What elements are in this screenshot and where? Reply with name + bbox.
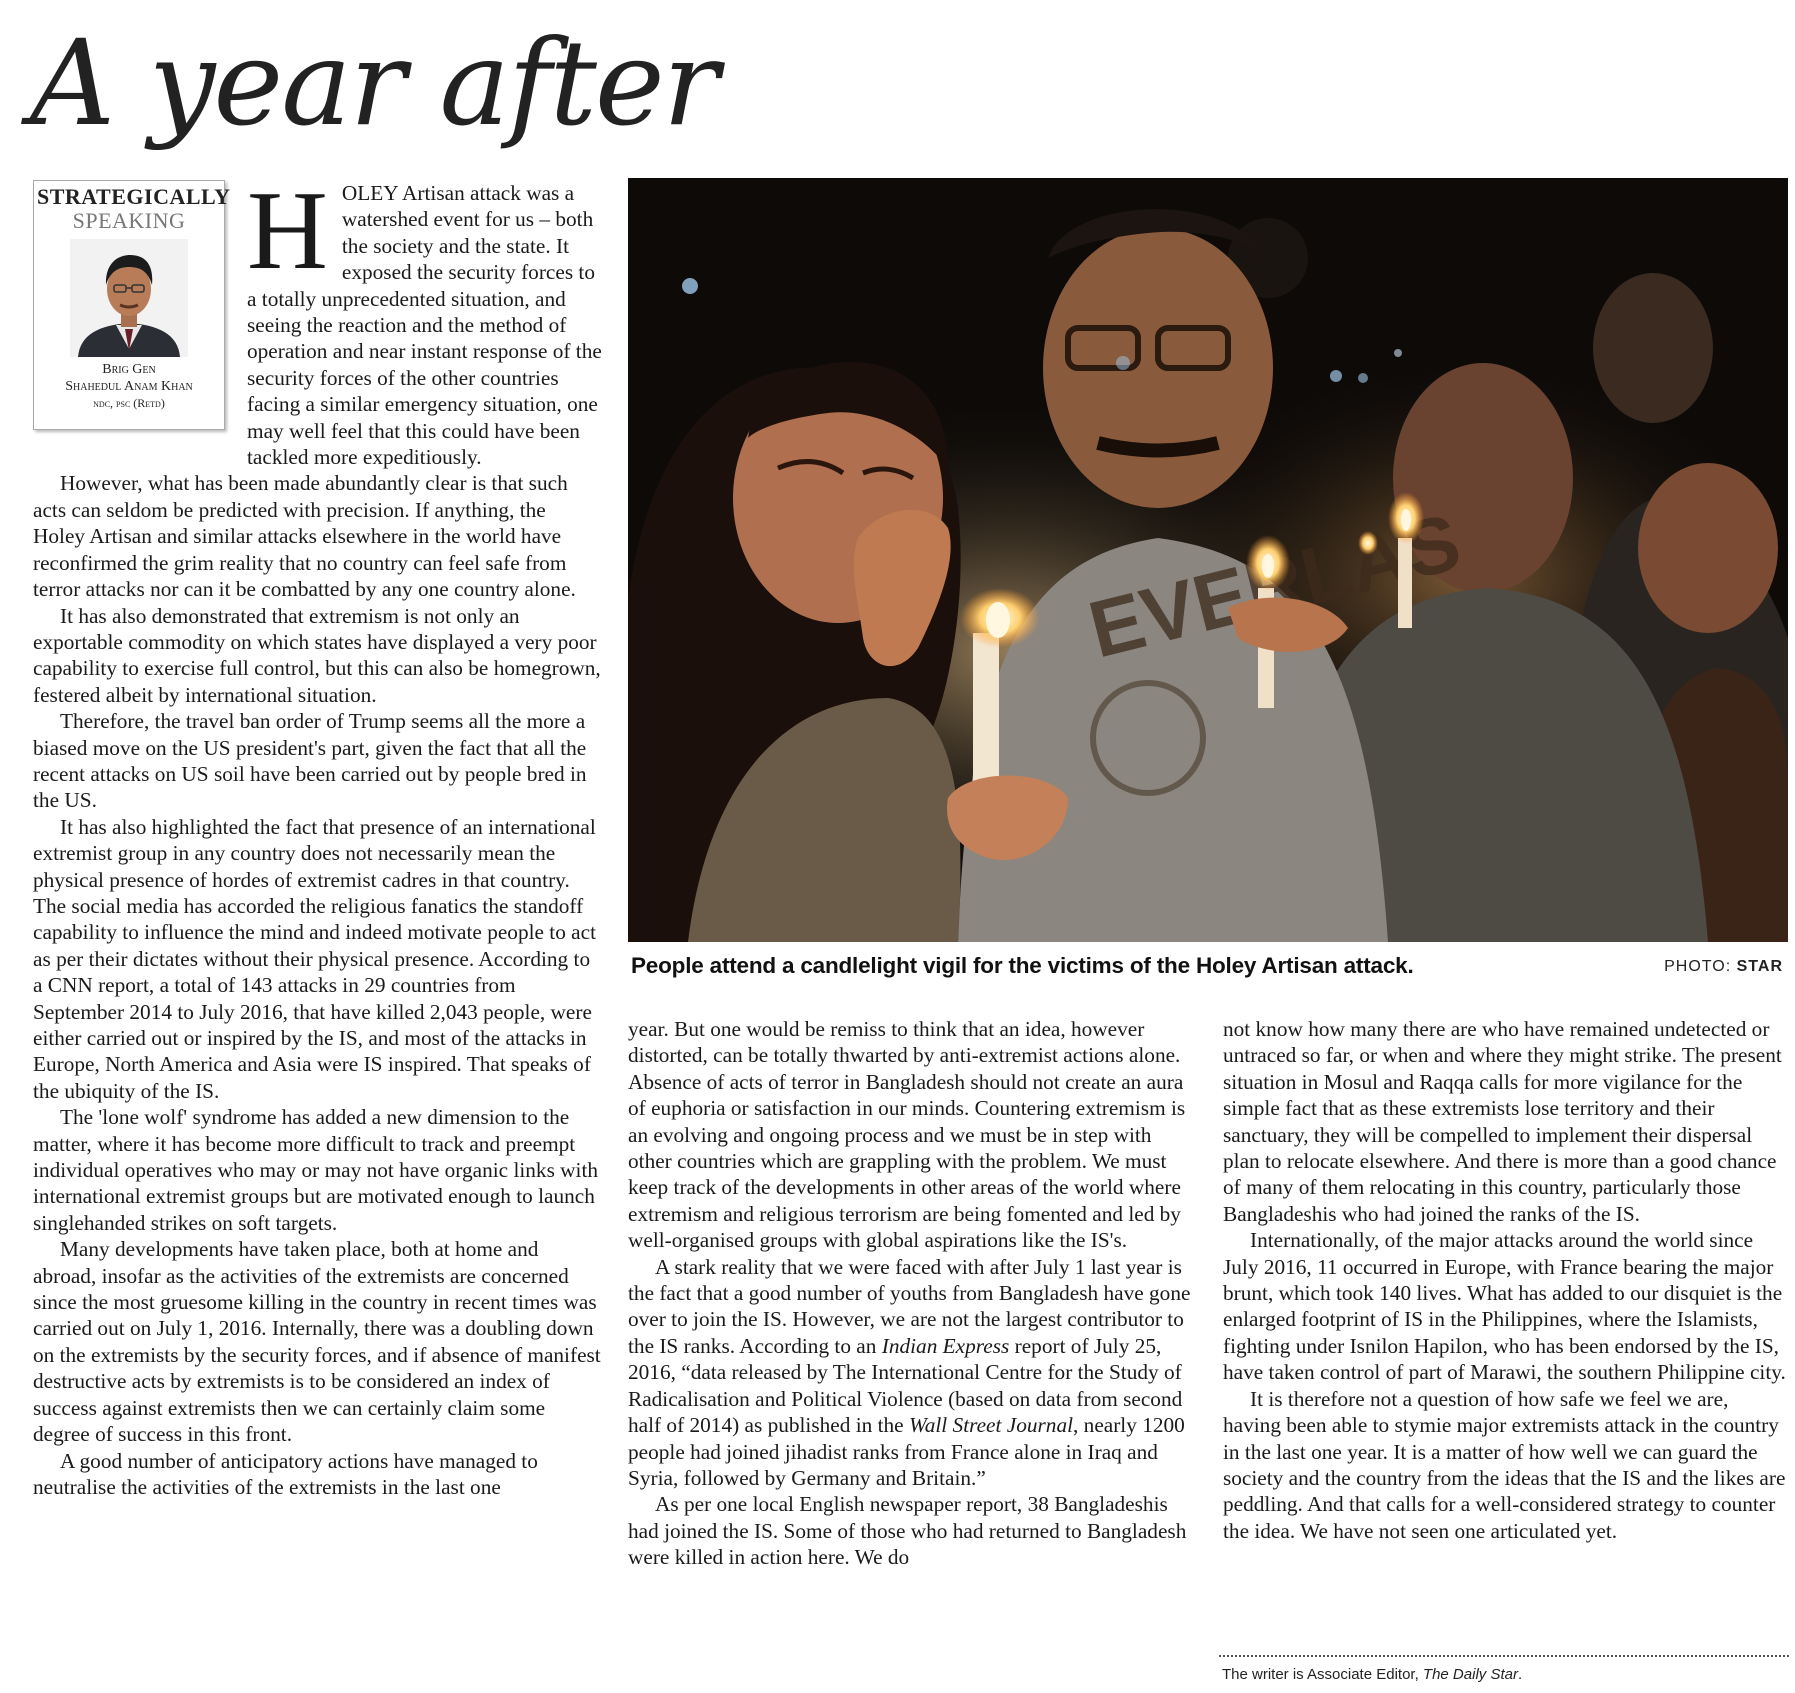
- paragraph: It is therefore not a question of how safe we feel we are, having been able to stymie major extremists attack in the country in the last one year. It is a matter of how well we can guard the society and the country from the ideas that the IS and the likes are peddling. And that calls for a well-considered strategy to counter the idea. We have not seen one articulated yet.: [1223, 1386, 1786, 1543]
- paragraph: A good number of anticipatory actions have managed to neutralise the activities of the extremists in the last one: [33, 1448, 538, 1499]
- paragraph: OLEY Artisan attack was a watershed event for us – both the society and the state. It exposed the security forces to a totally unprecedented situation, and seeing the reaction and the method of operation and near instant response of the security forces of the other countries facing a similar emergency situation, one may well feel that this could have been tackled more expeditiously.: [247, 181, 602, 470]
- paragraph: However, what has been made abundantly clear is that such acts can seldom be predicted with precision. If anything, the Holey Artisan and similar attacks elsewhere in the world have reconfirmed the grim reality that no country can feel safe from terror attacks nor can it be combatted by any one country alone.: [33, 471, 576, 602]
- paragraph: [628, 1254, 1196, 1492]
- photo-caption: People attend a candlelight vigil for the victims of the Holey Artisan attack.: [631, 953, 1414, 978]
- column-box-title: STRATEGICALLY: [37, 184, 231, 209]
- paragraph: Internationally, of the major attacks around the world since July 2016, 11 occurred in Europe, with France bearing the major brunt, which took 140 lives. What has added to our disquiet is the enlarged footprint of IS in the Philippines, where the Islamists, fighting under Isnilon Hapilon, who has been endorsed by the IS, have taken control of part of Marawi, the southern Philippine city.: [1223, 1228, 1786, 1385]
- column-box-wrapper: [33, 180, 239, 446]
- paragraph-text: report of July 25, 2016, “data released by The International Centre for the Study of Radicalisation and Political Violence (based on data from second half of 2014) as published in the: [628, 1333, 1183, 1438]
- paragraph: As per one local English newspaper report, 38 Bangladeshis had joined the IS. Some of those who had returned to Bangladesh were killed in action here. We do: [628, 1492, 1187, 1570]
- paragraph: It has also demonstrated that extremism is not only an exportable commodity on which states have displayed a very poor capability to exercise full control, but this can also be homegrown, festered albeit by international situation.: [33, 603, 601, 707]
- publication-name: The Daily Star: [1422, 1666, 1518, 1683]
- photo-credit-label: PHOTO:: [1664, 958, 1732, 975]
- source-name: Indian Express: [881, 1333, 1010, 1358]
- author-name: Shahedul Anam Khan: [65, 379, 193, 394]
- drop-cap: H: [247, 169, 328, 293]
- tagline-text: .: [1517, 1666, 1523, 1683]
- paragraph: Many developments have taken place, both at home and abroad, insofar as the activities of the extremists are concerned since the most gruesome killing in the country in recent times was carried out on July 1, 2016. Internally, there was a doubling down on the extremists by the security forces, and if absence of manifest destructive acts by extremists is to be considered an index of success against extremists then we can certainly claim some degree of success in this front.: [33, 1237, 601, 1447]
- paragraph-text: A stark reality that we were faced with after July 1 last year is the fact that a good number of youths from Bangladesh have gone over to join the IS. However, we are not the largest contributor to the IS ranks. According to an: [628, 1254, 1191, 1358]
- footer-divider: [1219, 1655, 1789, 1657]
- column-box: [33, 180, 231, 430]
- tagline-text: The writer is Associate Editor,: [1222, 1666, 1423, 1683]
- author-tagline: [1222, 1665, 1522, 1685]
- article-column-1: [33, 169, 603, 1500]
- photo-credit-source: STAR: [1736, 958, 1783, 975]
- author-portrait: [70, 239, 188, 357]
- paragraph: Therefore, the travel ban order of Trump seems all the more a biased move on the US president's part, given the fact that all the recent attacks on US soil have been carried out by people bred in the US.: [33, 709, 587, 813]
- vigil-photo: [628, 178, 1788, 942]
- paragraph: It has also highlighted the fact that presence of an international extremist group in any country does not necessarily mean the physical presence of hordes of extremist cadres in that country. The social media has accorded the religious fanatics the standoff capability to influence the mind and indeed motivate people to act as per their dictates without their physical presence. According to a CNN report, a total of 143 attacks in 29 countries from September 2014 to July 2016, that have killed 2,043 people, were either carried out or inspired by the IS, and most of the attacks in Europe, North America and Asia were IS inspired. That speaks of the ubiquity of the IS.: [33, 814, 596, 1103]
- source-name: Wall Street Journal: [908, 1413, 1074, 1438]
- photo-credit: [1664, 956, 1783, 978]
- paragraph-text: , nearly 1200 people had joined jihadist ranks from France alone in Iraq and Syria, followed by Germany and Britain.”: [628, 1413, 1185, 1490]
- paragraph: The 'lone wolf' syndrome has added a new dimension to the matter, where it has become more difficult to track and preempt individual operatives who may or may not have organic links with international extremist groups but are motivated enough to launch singlehanded strikes on soft targets.: [33, 1105, 599, 1235]
- article-column-3: [1223, 1016, 1788, 1544]
- paragraph: not know how many there are who have remained undetected or untraced so far, or when and where they might strike. The present situation in Mosul and Raqqa calls for more vigilance for the simple fact that as these extremists lose territory and their sanctuary, they will be compelled to implement their dispersal plan to relocate elsewhere. And there is more than a good chance of many of them relocating in this country, particularly those Bangladeshis who had joined the ranks of the IS.: [1223, 1017, 1782, 1226]
- author-rank: Brig Gen: [102, 362, 156, 377]
- headline: A year after: [30, 14, 718, 152]
- author-suffix: ndc, psc (Retd): [93, 396, 165, 410]
- paragraph: year. But one would be remiss to think that an idea, however distorted, can be totally thwarted by anti-extremist actions alone. Absence of acts of terror in Bangladesh should not create an aura of euphoria or satisfaction in our minds. Countering extremism is an evolving and ongoing process and we must be in step with other countries which are grappling with the problem. We must keep track of the developments in other areas of the world where extremism and religious terrorism are being fomented and led by well-organised groups with global aspirations like the IS's.: [628, 1017, 1186, 1253]
- column-box-subtitle: SPEAKING: [72, 208, 186, 233]
- article-column-2: [628, 1016, 1196, 1571]
